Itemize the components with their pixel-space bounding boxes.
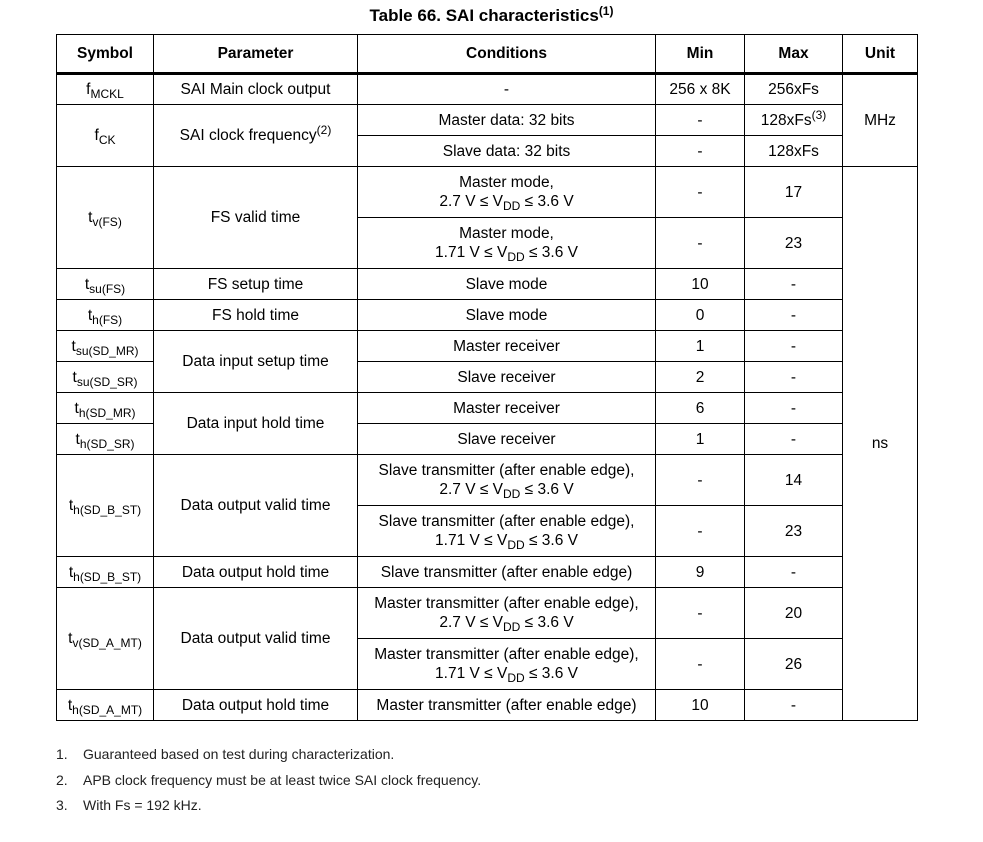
symbol-cell bbox=[57, 74, 154, 105]
cond-part: 2.7 V ≤ V bbox=[439, 481, 503, 498]
max-cell: 23 bbox=[745, 506, 843, 557]
conditions-cell: Slave transmitter (after enable edge) bbox=[358, 557, 656, 588]
cond-part: ≤ 3.6 V bbox=[524, 532, 578, 549]
parameter-cell: FS valid time bbox=[154, 167, 358, 269]
symbol-sub: CK bbox=[98, 133, 116, 147]
symbol-cell bbox=[57, 588, 154, 690]
cond-part: ≤ 3.6 V bbox=[524, 665, 578, 682]
table-row bbox=[57, 588, 918, 639]
max-cell: - bbox=[745, 362, 843, 393]
table-row bbox=[57, 690, 918, 721]
cond-part: 1.71 V ≤ V bbox=[435, 532, 508, 549]
min-cell: - bbox=[656, 136, 745, 167]
footnote-text: APB clock frequency must be at least twice SAI clock frequency. bbox=[83, 771, 482, 788]
symbol-base: t bbox=[87, 306, 93, 324]
max-cell: - bbox=[745, 331, 843, 362]
parameter-cell: Data output valid time bbox=[154, 588, 358, 690]
min-cell: - bbox=[656, 455, 745, 506]
cond-part: 2.7 V ≤ V bbox=[439, 614, 503, 631]
min-cell: - bbox=[656, 588, 745, 639]
parameter-text: SAI clock frequency bbox=[179, 127, 317, 144]
conditions-cell bbox=[358, 588, 656, 639]
header-max: Max bbox=[745, 35, 843, 74]
max-cell: 256xFs bbox=[745, 74, 843, 105]
symbol-sub: h(SD_B_ST) bbox=[73, 569, 142, 584]
table-row bbox=[57, 74, 918, 105]
min-cell: 6 bbox=[656, 393, 745, 424]
parameter-cell: Data output hold time bbox=[154, 557, 358, 588]
footnote-text: Guaranteed based on test during characterization. bbox=[83, 746, 395, 762]
parameter-cell: Data output hold time bbox=[154, 690, 358, 721]
symbol-sub: h(SD_MR) bbox=[78, 405, 136, 420]
parameter-cell: Data output valid time bbox=[154, 455, 358, 557]
min-cell: 256 x 8K bbox=[656, 74, 745, 105]
parameter-cell: Data input setup time bbox=[154, 331, 358, 393]
symbol-base: t bbox=[68, 563, 74, 581]
max-cell: - bbox=[745, 557, 843, 588]
symbol-sub: v(FS) bbox=[92, 215, 122, 229]
footnote-number: 1. bbox=[56, 746, 68, 762]
symbol-base: t bbox=[72, 368, 77, 386]
table-row bbox=[57, 331, 918, 362]
unit-cell-ns: ns bbox=[843, 167, 918, 721]
cond-part: ≤ 3.6 V bbox=[520, 481, 574, 498]
conditions-cell bbox=[358, 639, 656, 690]
table-row bbox=[57, 557, 918, 588]
caption-text: Table 66. SAI characteristics bbox=[369, 6, 599, 25]
max-note: (3) bbox=[811, 107, 827, 122]
unit-cell-mhz: MHz bbox=[843, 74, 918, 167]
conditions-cell: Slave mode bbox=[358, 300, 656, 331]
symbol-sub: su(SD_MR) bbox=[75, 343, 139, 358]
max-text: 128xFs bbox=[760, 111, 812, 129]
conditions-cell bbox=[358, 455, 656, 506]
cond-part: 1.71 V ≤ V bbox=[435, 244, 508, 261]
symbol-sub: su(SD_SR) bbox=[76, 374, 138, 389]
symbol-cell bbox=[57, 105, 154, 167]
max-cell: 128xFs bbox=[745, 136, 843, 167]
footnote-1 bbox=[56, 745, 481, 771]
conditions-cell: - bbox=[358, 74, 656, 105]
conditions-line1: Master mode, bbox=[459, 225, 554, 242]
symbol-cell bbox=[57, 424, 154, 455]
cond-part: ≤ 3.6 V bbox=[520, 614, 574, 631]
caption-note: (1) bbox=[598, 4, 614, 18]
cond-part: ≤ 3.6 V bbox=[520, 193, 574, 210]
conditions-cell bbox=[358, 218, 656, 269]
conditions-line1: Slave transmitter (after enable edge), bbox=[378, 513, 635, 530]
footnote-number: 3. bbox=[56, 797, 68, 813]
symbol-sub: h(SD_SR) bbox=[79, 436, 135, 451]
conditions-line2 bbox=[360, 243, 653, 262]
conditions-cell: Master data: 32 bits bbox=[358, 105, 656, 136]
min-cell: 10 bbox=[656, 269, 745, 300]
conditions-line1: Master mode, bbox=[459, 174, 554, 191]
header-symbol: Symbol bbox=[57, 35, 154, 74]
table-row bbox=[57, 300, 918, 331]
symbol-cell bbox=[57, 300, 154, 331]
table-row bbox=[57, 167, 918, 218]
conditions-cell: Slave receiver bbox=[358, 424, 656, 455]
parameter-cell: FS setup time bbox=[154, 269, 358, 300]
symbol-cell bbox=[57, 690, 154, 721]
symbol-cell bbox=[57, 557, 154, 588]
symbol-cell bbox=[57, 167, 154, 269]
table-row bbox=[57, 455, 918, 506]
conditions-line2 bbox=[360, 613, 653, 632]
min-cell: - bbox=[656, 167, 745, 218]
max-cell: - bbox=[745, 690, 843, 721]
min-cell: 9 bbox=[656, 557, 745, 588]
parameter-cell: SAI Main clock output bbox=[154, 74, 358, 105]
conditions-line1: Master transmitter (after enable edge), bbox=[374, 646, 639, 663]
cond-sub: DD bbox=[507, 538, 525, 552]
min-cell: 10 bbox=[656, 690, 745, 721]
footnote-3 bbox=[56, 796, 481, 822]
cond-sub: DD bbox=[503, 620, 521, 634]
header-min: Min bbox=[656, 35, 745, 74]
cond-sub: DD bbox=[503, 487, 521, 501]
conditions-cell: Slave receiver bbox=[358, 362, 656, 393]
conditions-cell: Master receiver bbox=[358, 331, 656, 362]
conditions-line1: Master transmitter (after enable edge), bbox=[374, 595, 639, 612]
footnote-2 bbox=[56, 771, 481, 797]
symbol-base: t bbox=[68, 497, 74, 514]
parameter-cell: FS hold time bbox=[154, 300, 358, 331]
min-cell: 1 bbox=[656, 424, 745, 455]
header-conditions: Conditions bbox=[358, 35, 656, 74]
max-cell bbox=[745, 105, 843, 136]
cond-sub: DD bbox=[507, 250, 525, 264]
cond-sub: DD bbox=[503, 199, 521, 213]
parameter-cell: Data input hold time bbox=[154, 393, 358, 455]
symbol-cell bbox=[57, 331, 154, 362]
symbol-base: t bbox=[67, 696, 73, 714]
footnote-text: With Fs = 192 kHz. bbox=[83, 797, 202, 813]
symbol-base: f bbox=[94, 127, 99, 144]
cond-part: ≤ 3.6 V bbox=[524, 244, 578, 261]
symbol-cell bbox=[57, 362, 154, 393]
footnotes bbox=[56, 745, 481, 822]
conditions-cell: Slave data: 32 bits bbox=[358, 136, 656, 167]
symbol-base: t bbox=[84, 275, 90, 293]
table-row bbox=[57, 269, 918, 300]
min-cell: 0 bbox=[656, 300, 745, 331]
parameter-cell bbox=[154, 105, 358, 167]
max-cell: 14 bbox=[745, 455, 843, 506]
conditions-cell: Slave mode bbox=[358, 269, 656, 300]
max-cell: - bbox=[745, 393, 843, 424]
symbol-base: t bbox=[88, 209, 93, 226]
conditions-cell: Master transmitter (after enable edge) bbox=[358, 690, 656, 721]
max-cell: 17 bbox=[745, 167, 843, 218]
max-cell: 20 bbox=[745, 588, 843, 639]
symbol-sub: v(SD_A_MT) bbox=[72, 636, 142, 650]
symbol-base: t bbox=[71, 337, 76, 355]
table-row bbox=[57, 393, 918, 424]
conditions-cell bbox=[358, 167, 656, 218]
conditions-cell bbox=[358, 506, 656, 557]
footnote-number: 2. bbox=[56, 771, 68, 788]
header-row bbox=[57, 35, 918, 74]
cond-part: 2.7 V ≤ V bbox=[439, 193, 503, 210]
header-unit: Unit bbox=[843, 35, 918, 74]
cond-sub: DD bbox=[507, 671, 525, 685]
symbol-cell bbox=[57, 269, 154, 300]
sai-characteristics-table bbox=[56, 34, 918, 721]
symbol-base: t bbox=[68, 630, 73, 647]
symbol-base: f bbox=[86, 81, 91, 98]
parameter-note: (2) bbox=[316, 123, 332, 137]
max-cell: - bbox=[745, 269, 843, 300]
conditions-cell: Master receiver bbox=[358, 393, 656, 424]
max-cell: - bbox=[745, 300, 843, 331]
max-cell: 26 bbox=[745, 639, 843, 690]
max-cell: 23 bbox=[745, 218, 843, 269]
symbol-cell bbox=[57, 393, 154, 424]
symbol-sub: h(FS) bbox=[92, 312, 123, 327]
min-cell: - bbox=[656, 105, 745, 136]
symbol-base: t bbox=[74, 399, 79, 417]
symbol-cell bbox=[57, 455, 154, 557]
max-cell: - bbox=[745, 424, 843, 455]
min-cell: - bbox=[656, 506, 745, 557]
conditions-line2 bbox=[360, 480, 653, 499]
symbol-sub: h(SD_A_MT) bbox=[72, 702, 143, 717]
min-cell: 2 bbox=[656, 362, 745, 393]
symbol-base: t bbox=[75, 430, 80, 448]
conditions-line2 bbox=[360, 531, 653, 550]
symbol-sub: su(FS) bbox=[89, 281, 126, 296]
min-cell: - bbox=[656, 218, 745, 269]
header-parameter: Parameter bbox=[154, 35, 358, 74]
min-cell: 1 bbox=[656, 331, 745, 362]
conditions-line2 bbox=[360, 192, 653, 211]
table-caption bbox=[0, 6, 983, 26]
conditions-line1: Slave transmitter (after enable edge), bbox=[378, 462, 635, 479]
conditions-line2 bbox=[360, 664, 653, 683]
table-row bbox=[57, 105, 918, 136]
min-cell: - bbox=[656, 639, 745, 690]
symbol-sub: MCKL bbox=[90, 87, 124, 101]
cond-part: 1.71 V ≤ V bbox=[435, 665, 508, 682]
symbol-sub: h(SD_B_ST) bbox=[73, 503, 142, 517]
